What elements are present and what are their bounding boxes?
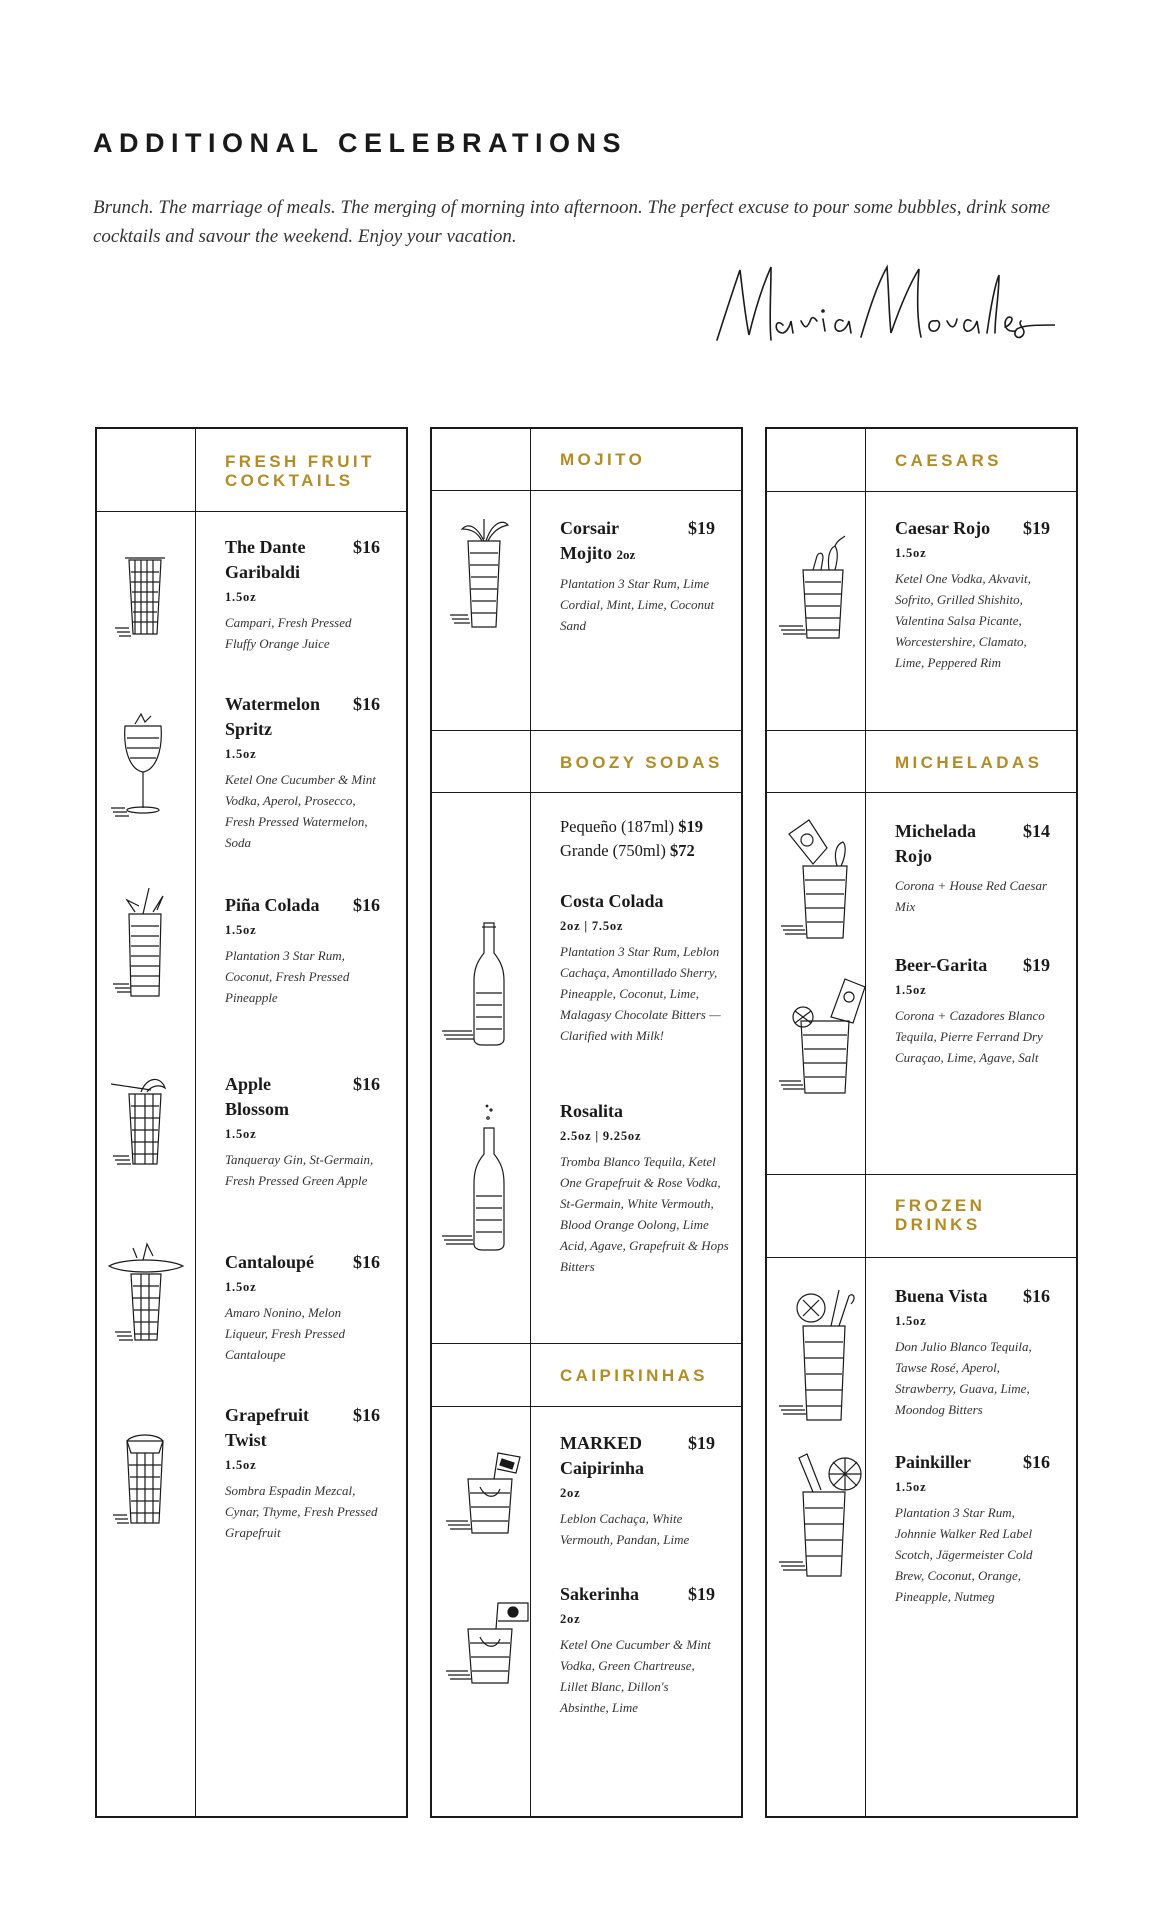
menu-item-caesar-rojo: Caesar Rojo $19 1.5oz Ketel One Vodka, Akvavit, Sofrito, Grilled Shishito, Valentina Salsa Picante, Worcestershire, Clamato, Lime, Peppered Rim xyxy=(895,518,1050,670)
beer-can-glass-icon xyxy=(775,969,865,1099)
rocks-glass-flag-icon xyxy=(440,1599,530,1689)
signature xyxy=(705,255,1055,365)
menu-item-rosalita: Rosalita 2.5oz | 9.25oz Tromba Blanco Tequila, Ketel One Grapefruit & Rose Vodka, St-Germain, White Vermouth, Blood Orange Oolong, Lime Acid, Agave, Grapefruit & Hops Bitters xyxy=(560,1101,729,1274)
mojito-glass-icon xyxy=(446,515,516,635)
price: $19 xyxy=(688,1584,715,1604)
price: $19 xyxy=(688,518,715,538)
price: $16 xyxy=(353,895,380,915)
price: $16 xyxy=(353,1405,380,1425)
menu-item-apple-blossom: Apple Blossom $16 1.5oz Tanqueray Gin, St-Germain, Fresh Pressed Green Apple xyxy=(225,1074,380,1188)
section-header-caipirinhas: CAIPIRINHAS xyxy=(560,1366,708,1385)
menu-item-dante-garibaldi: The Dante Garibaldi $16 1.5oz Campari, Fresh Pressed Fluffy Orange Juice xyxy=(225,537,380,651)
highball-glass-icon xyxy=(115,552,175,642)
price: $16 xyxy=(353,1252,380,1272)
menu-item-sakerinha: Sakerinha $19 2oz Ketel One Cucumber & Mint Vodka, Green Chartreuse, Lillet Blanc, Dillon's Absinthe, Lime xyxy=(560,1584,715,1715)
highball-glass-icon xyxy=(111,1072,177,1172)
size-large: Grande (750ml) $72 xyxy=(560,841,695,860)
menu-item-buena-vista: Buena Vista $16 1.5oz Don Julio Blanco Tequila, Tawse Rosé, Aperol, Strawberry, Guava, Lime, Moondog Bitters xyxy=(895,1286,1050,1417)
price: $16 xyxy=(353,694,380,714)
menu-item-pina-colada: Piña Colada $16 1.5oz Plantation 3 Star Rum, Coconut, Fresh Pressed Pineapple xyxy=(225,895,380,1005)
price: $16 xyxy=(353,537,380,557)
highball-glass-icon xyxy=(113,1431,177,1531)
menu-item-corsair-mojito: Corsair Mojito 2oz $19 Plantation 3 Star Rum, Lime Cordial, Mint, Lime, Coconut Sand xyxy=(560,518,715,633)
menu-item-michelada-rojo: Michelada Rojo $14 Corona + House Red Caesar Mix xyxy=(895,821,1050,914)
menu-item-watermelon-spritz: Watermelon Spritz $16 1.5oz Ketel One Cucumber & Mint Vodka, Aperol, Prosecco, Fresh Pressed Watermelon, Soda xyxy=(225,694,380,850)
menu-item-cantaloupe: Cantaloupé $16 1.5oz Amaro Nonino, Melon Liqueur, Fresh Pressed Cantaloupe xyxy=(225,1252,380,1362)
section-header-boozy-sodas: BOOZY SODAS xyxy=(560,753,723,772)
rocks-glass-flag-icon xyxy=(440,1449,530,1539)
caesars-column xyxy=(765,427,1078,1818)
menu-item-grapefruit-twist: Grapefruit Twist $16 1.5oz Sombra Espadin Mezcal, Cynar, Thyme, Fresh Pressed Grapefruit xyxy=(225,1405,380,1540)
size-small: Pequeño (187ml) $19 xyxy=(560,817,703,836)
section-header-frozen-drinks: FROZEN DRINKS xyxy=(895,1196,986,1234)
caesar-glass-icon xyxy=(773,534,857,644)
section-header-mojito: MOJITO xyxy=(560,450,646,469)
intro-text: Brunch. The marriage of meals. The merging of morning into afternoon. The perfect excuse to pour some bubbles, drink some cocktails and savour the weekend. Enjoy your vacation. xyxy=(93,197,1051,247)
melon-glass-icon xyxy=(103,1236,187,1346)
price: $16 xyxy=(1023,1452,1050,1472)
size-pricing xyxy=(560,815,730,863)
section-header-caesars: CAESARS xyxy=(895,451,1002,470)
price: $16 xyxy=(1023,1286,1050,1306)
wine-glass-icon xyxy=(111,712,175,822)
page-title: ADDITIONAL CELEBRATIONS xyxy=(93,128,627,158)
fresh-fruit-column xyxy=(95,427,408,1818)
price: $19 xyxy=(688,1433,715,1453)
menu-item-marked-caipirinha: MARKED Caipirinha $19 2oz Leblon Cachaça, White Vermouth, Pandan, Lime xyxy=(560,1433,715,1547)
price: $19 xyxy=(1023,955,1050,975)
price: $16 xyxy=(353,1074,380,1094)
price: $14 xyxy=(1023,821,1050,841)
section-header-fresh-fruit: FRESH FRUIT COCKTAILS xyxy=(225,452,375,490)
frozen-glass-icon xyxy=(773,1286,863,1426)
menu-item-beer-garita: Beer-Garita $19 1.5oz Corona + Cazadores Blanco Tequila, Pierre Ferrand Dry Curaçao, Lime, Agave, Salt xyxy=(895,955,1050,1065)
menu-item-painkiller: Painkiller $16 1.5oz Plantation 3 Star Rum, Johnnie Walker Red Label Scotch, Jägermeister Cold Brew, Coconut, Orange, Pineapple, Nutmeg xyxy=(895,1452,1050,1604)
price: $19 xyxy=(1023,518,1050,538)
beer-can-glass-icon xyxy=(775,814,861,944)
umbrella-glass-icon xyxy=(773,1452,863,1582)
menu-item-costa-colada: Costa Colada 2oz | 7.5oz Plantation 3 Star Rum, Leblon Cachaça, Amontillado Sherry, Pineapple, Coconut, Lime, Malagasy Chocolate Bitters — Clarified with Milk! xyxy=(560,891,721,1043)
section-header-micheladas: MICHELADAS xyxy=(895,753,1043,772)
bottle-icon xyxy=(442,1104,522,1254)
mojito-sodas-column xyxy=(430,427,743,1818)
tall-glass-icon xyxy=(113,884,177,1004)
bottle-icon xyxy=(442,919,522,1049)
